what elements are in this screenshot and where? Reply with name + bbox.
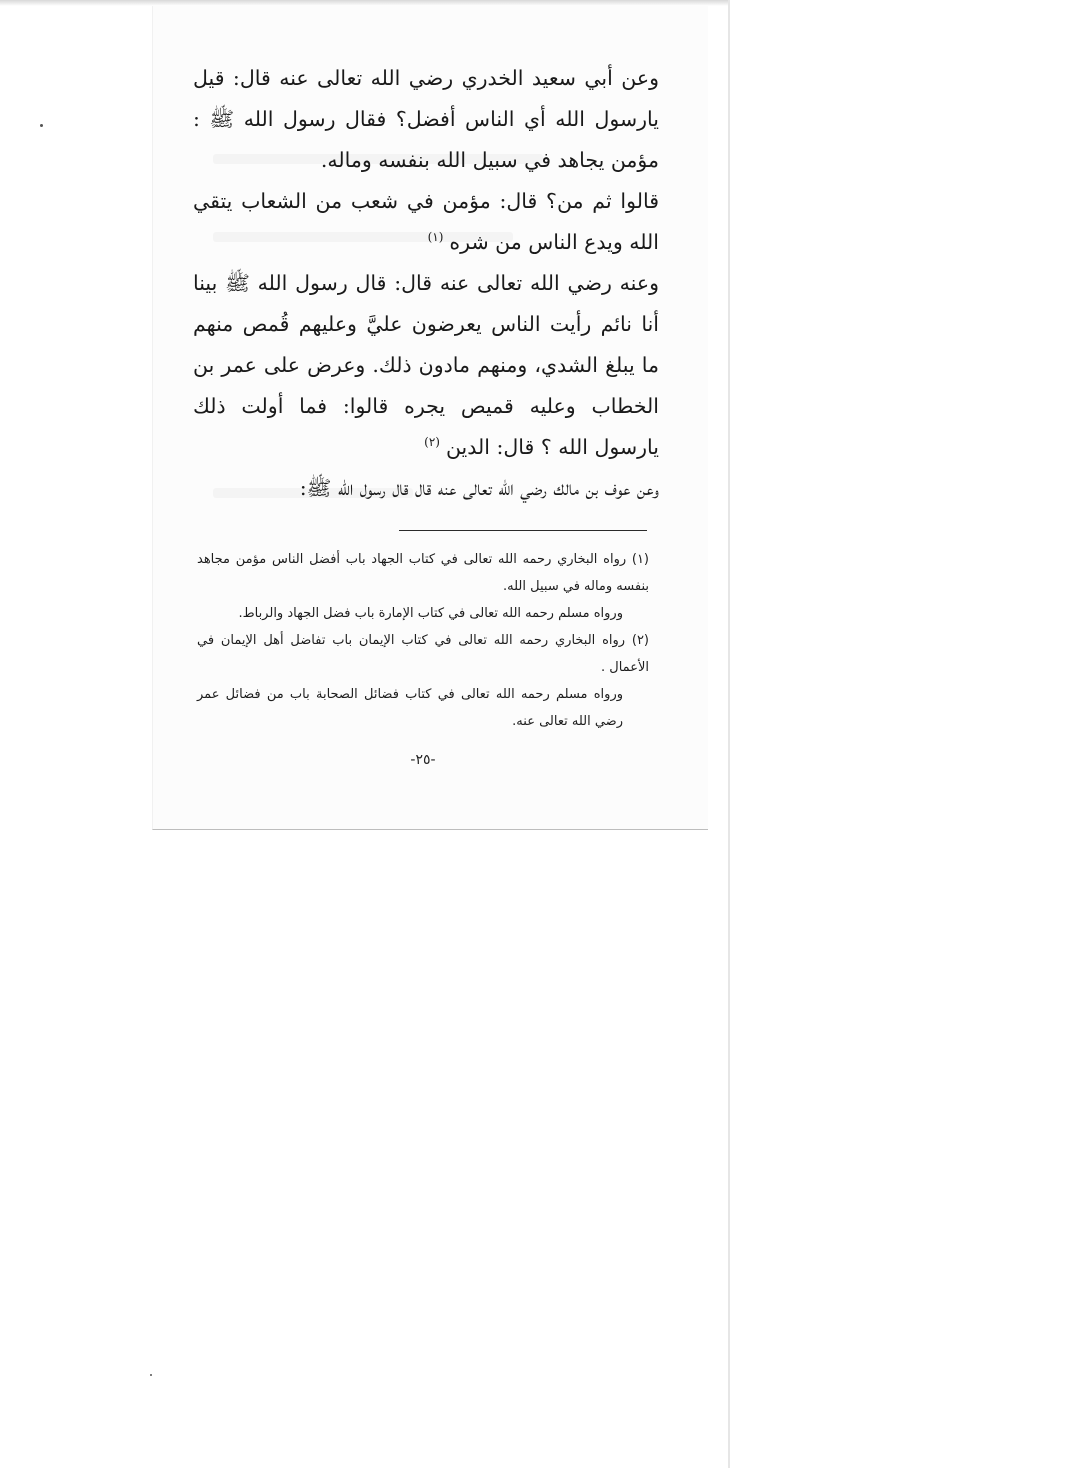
paragraph-text: وعنه رضي الله تعالى عنه قال: قال رسول الله ﷺ بينا أنا نائم رأيت الناس يعرضون عليَّ وعليهم قُمص منهم ما يبلغ الشدي، ومنهم مادون ذلك. وعرض على عمر بن الخطاب وعليه قميص يجره قالوا: فما أولت ذلك يارسول الله ؟ قال: الدين bbox=[193, 271, 659, 459]
footnote-2-continuation: ورواه مسلم رحمه الله تعالى في كتاب فضائل الصحابة باب من فضائل عمر رضي الله تعالى عنه. bbox=[197, 687, 623, 729]
paragraph-text: وعن أبي سعيد الخدري رضي الله تعالى عنه قال: قيل يارسول الله أي الناس أفضل؟ فقال رسول الله ﷺ : مؤمن يجاهد في سبيل الله بنفسه وماله. bbox=[193, 66, 659, 172]
footnote-ref-1[interactable]: (١) bbox=[427, 230, 444, 245]
paragraph-text: قالوا ثم من؟ قال: مؤمن في شعب من الشعاب يتقي الله ويدع الناس من شره bbox=[193, 189, 659, 254]
footnotes bbox=[197, 546, 649, 735]
paragraph-2 bbox=[193, 181, 659, 263]
paragraph-4 bbox=[193, 468, 659, 509]
page-number: -٢٥- bbox=[410, 752, 436, 768]
paragraph-text: وعن عوف بن مالك رضي الله تعالى عنه قال قال رسول الله ﷺ: bbox=[299, 476, 659, 500]
book-page bbox=[152, 6, 708, 830]
scan-speck bbox=[150, 1374, 152, 1376]
paragraph-3 bbox=[193, 263, 659, 468]
body-text bbox=[193, 58, 659, 509]
footnote-1-continuation: ورواه مسلم رحمه الله تعالى في كتاب الإمارة باب فضل الجهاد والرباط. bbox=[238, 606, 623, 621]
footnote-separator bbox=[399, 530, 647, 531]
paragraph-1 bbox=[193, 58, 659, 181]
footnote-1: (١) رواه البخاري رحمه الله تعالى في كتاب الجهاد باب أفضل الناس مؤمن مجاهد بنفسه وماله في سبيل الله. bbox=[197, 552, 649, 594]
footnote-2: (٢) رواه البخاري رحمه الله تعالى في كتاب الإيمان باب تفاضل أهل الإيمان في الأعمال . bbox=[197, 633, 649, 675]
scan-speck bbox=[40, 124, 43, 127]
scan-edge-right bbox=[728, 0, 730, 1468]
footnote-ref-2[interactable]: (٢) bbox=[424, 435, 440, 450]
